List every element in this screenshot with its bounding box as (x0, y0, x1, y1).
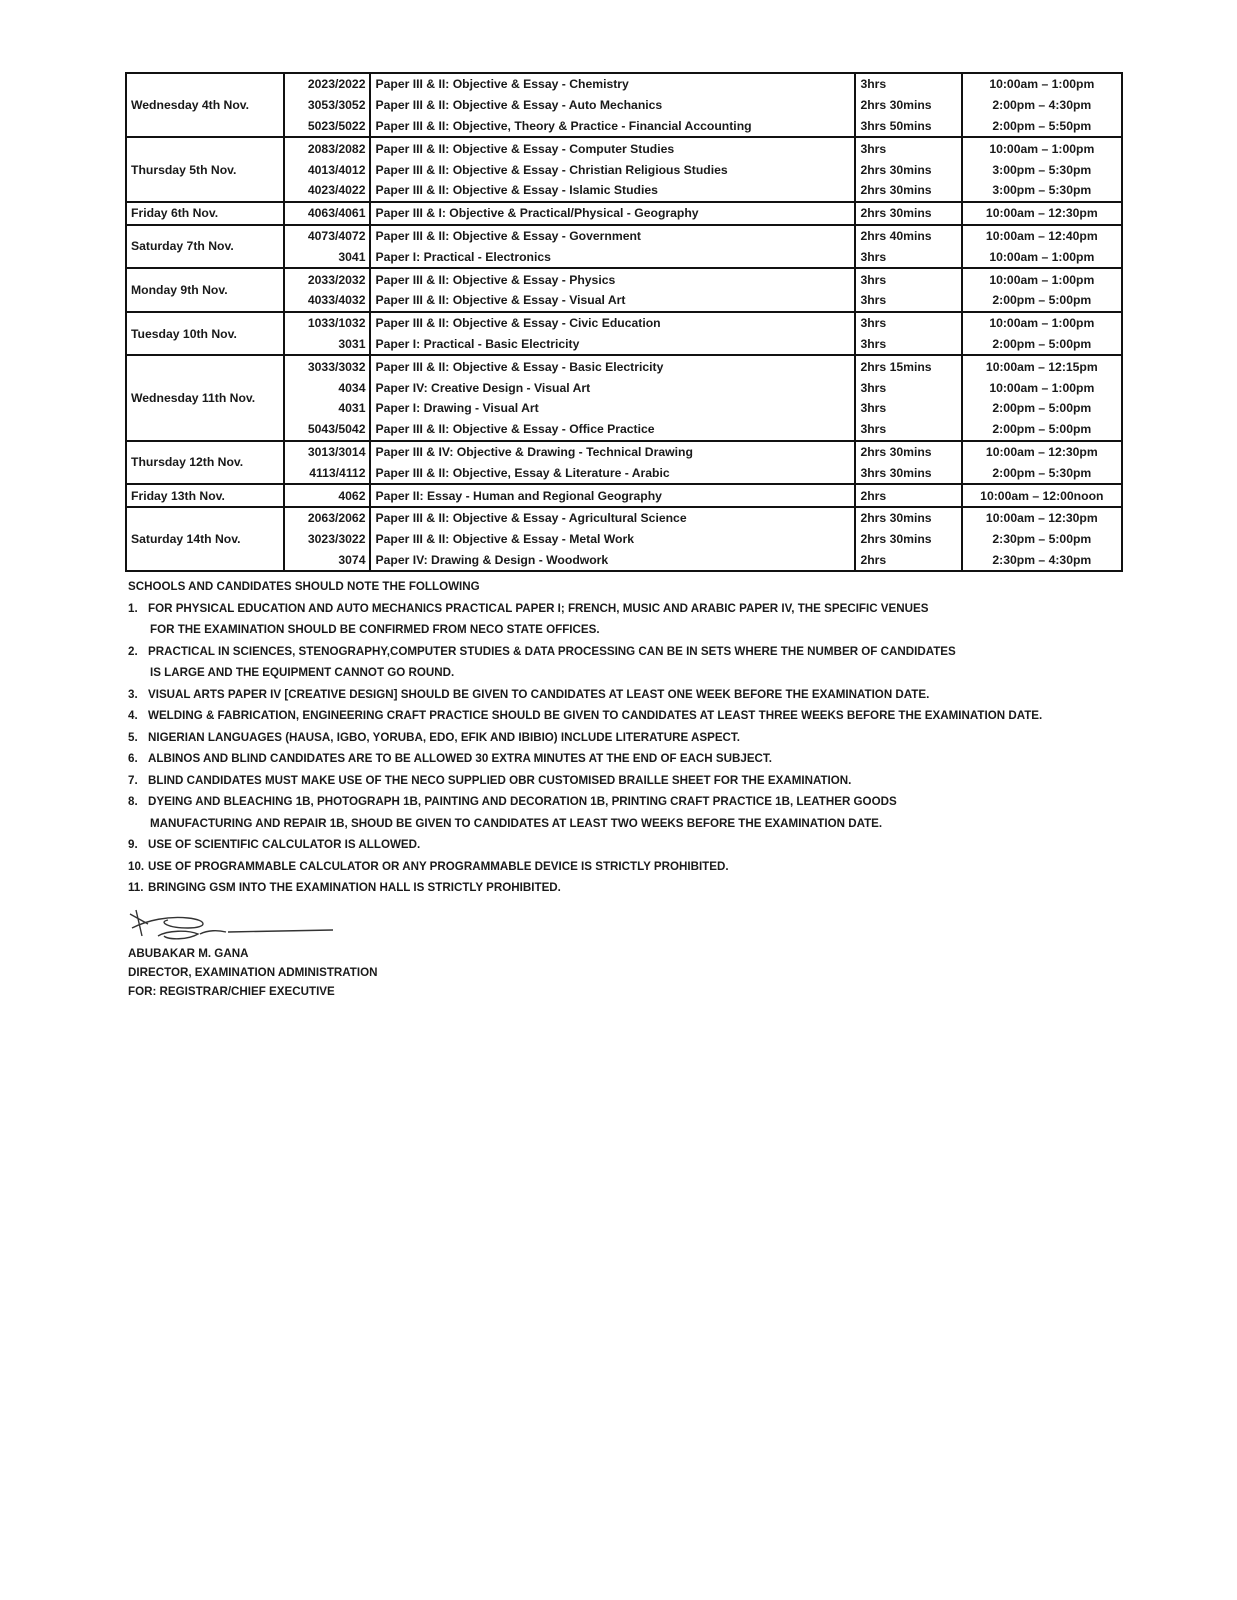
paper-duration: 3hrs (855, 398, 961, 419)
signatory-name: ABUBAKAR M. GANA (128, 947, 249, 960)
note-text (148, 770, 851, 792)
exam-day: Friday 13th Nov. (126, 484, 284, 507)
paper-duration: 2hrs 30mins (855, 441, 961, 463)
paper-title: Paper III & IV: Objective & Drawing - Technical Drawing (370, 441, 855, 463)
paper-duration: 3hrs (855, 268, 961, 290)
paper-code: 1033/1032 (284, 312, 370, 334)
note-item (128, 727, 1128, 749)
paper-time: 2:00pm – 5:00pm (962, 419, 1122, 441)
table-row (126, 268, 1122, 290)
note-item (128, 770, 1128, 792)
paper-code: 2063/2062 (284, 507, 370, 529)
table-row (126, 355, 1122, 377)
signature-icon (128, 906, 338, 944)
paper-time: 3:00pm – 5:30pm (962, 180, 1122, 202)
note-number: 3. (128, 687, 138, 701)
note-text (148, 684, 929, 706)
paper-duration: 2hrs 30mins (855, 95, 961, 116)
table-row (126, 73, 1122, 95)
paper-time: 2:00pm – 5:00pm (962, 290, 1122, 312)
paper-time: 10:00am – 12:40pm (962, 225, 1122, 247)
note-number: 4. (128, 709, 138, 722)
note-text (148, 877, 561, 899)
notes-heading: SCHOOLS AND CANDIDATES SHOULD NOTE THE FOLLOWING (128, 580, 480, 593)
paper-title: Paper III & II: Objective, Essay & Literature - Arabic (370, 462, 855, 484)
paper-code: 2033/2032 (284, 268, 370, 290)
paper-title: Paper III & II: Objective, Theory & Practice - Financial Accounting (370, 116, 855, 138)
paper-code: 5043/5042 (284, 419, 370, 441)
paper-time: 2:00pm – 5:00pm (962, 334, 1122, 356)
note-item (128, 791, 1128, 834)
paper-code: 4013/4012 (284, 159, 370, 180)
paper-title: Paper III & II: Objective & Essay - Civic Education (370, 312, 855, 334)
paper-duration: 3hrs (855, 246, 961, 268)
note-number: 1. (128, 601, 138, 615)
signatory-title: DIRECTOR, EXAMINATION ADMINISTRATION (128, 966, 378, 979)
note-text (148, 598, 929, 641)
paper-time: 10:00am – 12:00noon (962, 484, 1122, 507)
note-line: IS LARGE AND THE EQUIPMENT CANNOT GO ROUND. (150, 666, 455, 679)
note-line: USE OF SCIENTIFIC CALCULATOR IS ALLOWED. (148, 838, 421, 851)
paper-code: 4033/4032 (284, 290, 370, 312)
paper-title: Paper III & II: Objective & Essay - Government (370, 225, 855, 247)
note-line: PRACTICAL IN SCIENCES, STENOGRAPHY,COMPUTER STUDIES & DATA PROCESSING CAN BE IN SETS WHERE THE NUMBER OF CANDIDATES (148, 644, 956, 658)
paper-time: 10:00am – 1:00pm (962, 246, 1122, 268)
note-line: DYEING AND BLEACHING 1B, PHOTOGRAPH 1B, PAINTING AND DECORATION 1B, PRINTING CRAFT PRACTICE 1B, LEATHER GOODS (148, 795, 897, 808)
note-item (128, 856, 1128, 878)
paper-code: 2083/2082 (284, 137, 370, 159)
exam-day: Saturday 14th Nov. (126, 507, 284, 571)
paper-duration: 3hrs (855, 419, 961, 441)
note-text (148, 705, 1042, 727)
paper-title: Paper III & II: Objective & Essay - Christian Religious Studies (370, 159, 855, 180)
paper-code: 4034 (284, 377, 370, 398)
paper-duration: 2hrs 30mins (855, 202, 961, 225)
paper-code: 3033/3032 (284, 355, 370, 377)
paper-duration: 3hrs (855, 312, 961, 334)
paper-duration: 3hrs 50mins (855, 116, 961, 138)
note-number: 9. (128, 838, 138, 851)
paper-title: Paper IV: Drawing & Design - Woodwork (370, 550, 855, 572)
note-line: MANUFACTURING AND REPAIR 1B, SHOUD BE GIVEN TO CANDIDATES AT LEAST TWO WEEKS BEFORE THE EXAMINATION DATE. (150, 816, 883, 830)
note-text (148, 748, 772, 770)
paper-duration: 3hrs (855, 377, 961, 398)
note-line: BLIND CANDIDATES MUST MAKE USE OF THE NECO SUPPLIED OBR CUSTOMISED BRAILLE SHEET FOR THE EXAMINATION. (148, 773, 852, 787)
note-text (148, 856, 729, 878)
note-number: 7. (128, 773, 138, 787)
paper-duration: 3hrs (855, 334, 961, 356)
exam-day: Monday 9th Nov. (126, 268, 284, 312)
paper-time: 10:00am – 12:30pm (962, 441, 1122, 463)
note-item (128, 834, 1128, 856)
paper-time: 10:00am – 1:00pm (962, 377, 1122, 398)
paper-code: 3023/3022 (284, 529, 370, 550)
table-row (126, 484, 1122, 507)
paper-title: Paper III & II: Objective & Essay - Computer Studies (370, 137, 855, 159)
paper-duration: 2hrs 40mins (855, 225, 961, 247)
note-text (148, 791, 897, 834)
exam-day: Wednesday 4th Nov. (126, 73, 284, 137)
note-number: 11. (128, 881, 144, 894)
paper-duration: 3hrs (855, 137, 961, 159)
exam-day: Friday 6th Nov. (126, 202, 284, 225)
note-item (128, 598, 1128, 641)
paper-code: 4063/4061 (284, 202, 370, 225)
note-item (128, 705, 1128, 727)
paper-time: 2:00pm – 5:50pm (962, 116, 1122, 138)
paper-time: 2:00pm – 5:30pm (962, 462, 1122, 484)
paper-title: Paper I: Practical - Electronics (370, 246, 855, 268)
note-line: VISUAL ARTS PAPER IV [CREATIVE DESIGN] SHOULD BE GIVEN TO CANDIDATES AT LEAST ONE WEEK BEFORE THE EXAMINATION DATE. (148, 687, 930, 701)
paper-duration: 2hrs 30mins (855, 159, 961, 180)
paper-code: 3031 (284, 334, 370, 356)
paper-code: 3041 (284, 246, 370, 268)
paper-code: 5023/5022 (284, 116, 370, 138)
paper-duration: 3hrs 30mins (855, 462, 961, 484)
signature-block (128, 906, 377, 1001)
table-row (126, 312, 1122, 334)
paper-time: 10:00am – 1:00pm (962, 312, 1122, 334)
paper-time: 2:30pm – 5:00pm (962, 529, 1122, 550)
exam-day: Tuesday 10th Nov. (126, 312, 284, 356)
paper-title: Paper III & I: Objective & Practical/Physical - Geography (370, 202, 855, 225)
note-item (128, 877, 1128, 899)
paper-code: 3013/3014 (284, 441, 370, 463)
paper-time: 10:00am – 1:00pm (962, 137, 1122, 159)
paper-time: 3:00pm – 5:30pm (962, 159, 1122, 180)
paper-duration: 3hrs (855, 73, 961, 95)
notes-list (128, 598, 1128, 899)
table-row (126, 225, 1122, 247)
exam-day: Wednesday 11th Nov. (126, 355, 284, 440)
paper-code: 4113/4112 (284, 462, 370, 484)
paper-time: 10:00am – 12:15pm (962, 355, 1122, 377)
paper-title: Paper III & II: Objective & Essay - Chemistry (370, 73, 855, 95)
paper-code: 4073/4072 (284, 225, 370, 247)
paper-title: Paper II: Essay - Human and Regional Geography (370, 484, 855, 507)
paper-title: Paper I: Practical - Basic Electricity (370, 334, 855, 356)
paper-time: 2:30pm – 4:30pm (962, 550, 1122, 572)
paper-duration: 2hrs (855, 484, 961, 507)
paper-title: Paper IV: Creative Design - Visual Art (370, 377, 855, 398)
note-line: WELDING & FABRICATION, ENGINEERING CRAFT PRACTICE SHOULD BE GIVEN TO CANDIDATES AT LEAST THREE WEEKS BEFORE THE EXAMINATION DATE. (148, 709, 1043, 722)
exam-day: Thursday 12th Nov. (126, 441, 284, 485)
note-number: 5. (128, 730, 138, 744)
paper-duration: 2hrs 30mins (855, 180, 961, 202)
notes-section (128, 576, 1128, 899)
paper-duration: 2hrs (855, 550, 961, 572)
paper-title: Paper III & II: Objective & Essay - Agricultural Science (370, 507, 855, 529)
note-line: FOR PHYSICAL EDUCATION AND AUTO MECHANICS PRACTICAL PAPER I; FRENCH, MUSIC AND ARABIC PAPER IV, THE SPECIFIC VENUES (148, 601, 929, 615)
note-line: BRINGING GSM INTO THE EXAMINATION HALL IS STRICTLY PROHIBITED. (148, 881, 561, 894)
paper-code: 4062 (284, 484, 370, 507)
exam-timetable (125, 72, 1123, 572)
note-text (148, 834, 420, 856)
note-line: FOR THE EXAMINATION SHOULD BE CONFIRMED FROM NECO STATE OFFICES. (150, 623, 600, 636)
paper-code: 3074 (284, 550, 370, 572)
note-item (128, 684, 1128, 706)
paper-title: Paper III & II: Objective & Essay - Auto Mechanics (370, 95, 855, 116)
paper-title: Paper III & II: Objective & Essay - Metal Work (370, 529, 855, 550)
note-text (148, 641, 956, 684)
paper-code: 4023/4022 (284, 180, 370, 202)
note-item (128, 641, 1128, 684)
table-row (126, 137, 1122, 159)
paper-code: 4031 (284, 398, 370, 419)
paper-title: Paper I: Drawing - Visual Art (370, 398, 855, 419)
note-text (148, 727, 740, 749)
paper-time: 10:00am – 12:30pm (962, 202, 1122, 225)
paper-duration: 2hrs 30mins (855, 507, 961, 529)
note-number: 8. (128, 795, 138, 808)
signatory-for: FOR: REGISTRAR/CHIEF EXECUTIVE (128, 985, 335, 998)
note-line: NIGERIAN LANGUAGES (HAUSA, IGBO, YORUBA, EDO, EFIK AND IBIBIO) INCLUDE LITERATURE ASPECT. (148, 730, 740, 744)
table-row (126, 507, 1122, 529)
paper-time: 10:00am – 1:00pm (962, 268, 1122, 290)
note-number: 10. (128, 859, 145, 873)
note-number: 6. (128, 752, 138, 765)
paper-title: Paper III & II: Objective & Essay - Visual Art (370, 290, 855, 312)
paper-time: 10:00am – 12:30pm (962, 507, 1122, 529)
note-line: USE OF PROGRAMMABLE CALCULATOR OR ANY PROGRAMMABLE DEVICE IS STRICTLY PROHIBITED. (148, 859, 729, 873)
table-row (126, 441, 1122, 463)
paper-time: 2:00pm – 5:00pm (962, 398, 1122, 419)
paper-code: 2023/2022 (284, 73, 370, 95)
paper-duration: 2hrs 15mins (855, 355, 961, 377)
paper-title: Paper III & II: Objective & Essay - Physics (370, 268, 855, 290)
note-number: 2. (128, 644, 138, 658)
paper-title: Paper III & II: Objective & Essay - Islamic Studies (370, 180, 855, 202)
paper-duration: 2hrs 30mins (855, 529, 961, 550)
note-item (128, 748, 1128, 770)
exam-day: Thursday 5th Nov. (126, 137, 284, 201)
table-row (126, 202, 1122, 225)
paper-time: 2:00pm – 4:30pm (962, 95, 1122, 116)
paper-title: Paper III & II: Objective & Essay - Office Practice (370, 419, 855, 441)
paper-duration: 3hrs (855, 290, 961, 312)
paper-title: Paper III & II: Objective & Essay - Basic Electricity (370, 355, 855, 377)
note-line: ALBINOS AND BLIND CANDIDATES ARE TO BE ALLOWED 30 EXTRA MINUTES AT THE END OF EACH SUBJECT. (148, 752, 772, 765)
paper-code: 3053/3052 (284, 95, 370, 116)
exam-day: Saturday 7th Nov. (126, 225, 284, 269)
paper-time: 10:00am – 1:00pm (962, 73, 1122, 95)
